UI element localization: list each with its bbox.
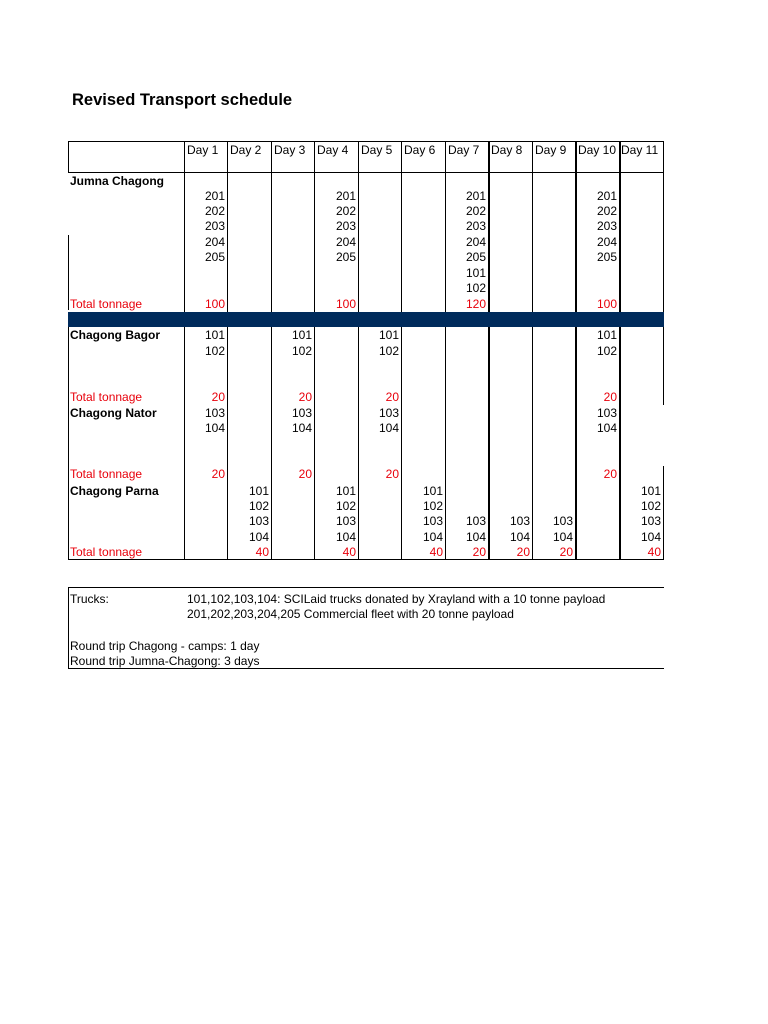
total-value: 40 — [255, 545, 269, 559]
truck-id: 103 — [422, 514, 443, 528]
total-value: 100 — [335, 297, 356, 311]
truck-id: 204 — [465, 235, 486, 249]
truck-id: 104 — [204, 421, 225, 435]
day-header: Day 10 — [578, 143, 617, 157]
trucks-label: Trucks: — [70, 592, 109, 606]
truck-id: 203 — [596, 219, 617, 233]
truck-id: 103 — [640, 514, 661, 528]
truck-id: 202 — [335, 204, 356, 218]
truck-id: 103 — [248, 514, 269, 528]
truck-id: 104 — [465, 530, 486, 544]
total-value: 20 — [603, 467, 617, 481]
truck-id: 204 — [596, 235, 617, 249]
total-value: 20 — [516, 545, 530, 559]
truck-id: 205 — [596, 250, 617, 264]
truck-id: 202 — [204, 204, 225, 218]
total-value: 20 — [603, 390, 617, 404]
truck-id: 101 — [335, 484, 356, 498]
total-value: 40 — [342, 545, 356, 559]
total-tonnage-label: Total tonnage — [70, 390, 143, 404]
truck-id: 103 — [552, 514, 573, 528]
day-header: Day 5 — [361, 143, 393, 157]
total-tonnage-label: Total tonnage — [70, 545, 143, 559]
total-value: 40 — [429, 545, 443, 559]
day-header: Day 9 — [535, 143, 567, 157]
total-value: 20 — [298, 390, 312, 404]
truck-id: 203 — [335, 219, 356, 233]
total-tonnage-label: Total tonnage — [70, 297, 143, 311]
truck-id: 104 — [248, 530, 269, 544]
total-value: 20 — [385, 467, 399, 481]
truck-id: 101 — [596, 328, 617, 342]
truck-id: 204 — [204, 235, 225, 249]
truck-id: 203 — [204, 219, 225, 233]
truck-id: 102 — [378, 344, 399, 358]
truck-id: 202 — [596, 204, 617, 218]
truck-id: 204 — [335, 235, 356, 249]
day-header: Day 4 — [317, 143, 349, 157]
truck-id: 102 — [335, 499, 356, 513]
truck-id: 103 — [509, 514, 530, 528]
truck-id: 102 — [640, 499, 661, 513]
truck-id: 104 — [378, 421, 399, 435]
trucks-note-line1: 101,102,103,104: SCILaid trucks donated by Xrayland with a 10 tonne payload — [187, 592, 606, 606]
truck-id: 104 — [552, 530, 573, 544]
truck-id: 202 — [465, 204, 486, 218]
truck-id: 102 — [422, 499, 443, 513]
truck-id: 205 — [335, 250, 356, 264]
truck-id: 101 — [248, 484, 269, 498]
truck-id: 104 — [640, 530, 661, 544]
truck-id: 104 — [596, 421, 617, 435]
truck-id: 201 — [596, 189, 617, 203]
truck-id: 101 — [422, 484, 443, 498]
round-trip-note: Round trip Chagong - camps: 1 day — [70, 639, 260, 653]
total-value: 20 — [385, 390, 399, 404]
total-value: 40 — [647, 545, 661, 559]
route-name: Chagong Nator — [70, 406, 157, 420]
day-header: Day 8 — [491, 143, 523, 157]
truck-id: 102 — [204, 344, 225, 358]
separator-band — [68, 312, 664, 327]
total-value: 20 — [211, 390, 225, 404]
truck-id: 104 — [335, 530, 356, 544]
truck-id: 101 — [291, 328, 312, 342]
truck-id: 201 — [204, 189, 225, 203]
truck-id: 103 — [335, 514, 356, 528]
total-tonnage-label: Total tonnage — [70, 467, 143, 481]
total-value: 100 — [596, 297, 617, 311]
day-header: Day 7 — [448, 143, 480, 157]
total-value: 20 — [298, 467, 312, 481]
truck-id: 102 — [248, 499, 269, 513]
truck-id: 104 — [291, 421, 312, 435]
total-value: 20 — [559, 545, 573, 559]
truck-id: 101 — [204, 328, 225, 342]
truck-id: 203 — [465, 219, 486, 233]
round-trip-note: Round trip Jumna-Chagong: 3 days — [70, 654, 260, 668]
truck-id: 103 — [204, 406, 225, 420]
total-value: 20 — [472, 545, 486, 559]
total-value: 100 — [204, 297, 225, 311]
truck-id: 103 — [378, 406, 399, 420]
truck-id: 104 — [509, 530, 530, 544]
truck-id: 103 — [291, 406, 312, 420]
page-title: Revised Transport schedule — [72, 91, 293, 109]
truck-id: 103 — [596, 406, 617, 420]
truck-id: 201 — [465, 189, 486, 203]
trucks-note-line2: 201,202,203,204,205 Commercial fleet with 20 tonne payload — [187, 607, 514, 621]
total-value: 20 — [211, 467, 225, 481]
route-name: Jumna Chagong — [70, 174, 165, 188]
truck-id: 102 — [291, 344, 312, 358]
day-header: Day 2 — [230, 143, 262, 157]
day-header: Day 3 — [274, 143, 306, 157]
truck-id: 101 — [465, 266, 486, 280]
route-name: Chagong Parna — [70, 484, 159, 498]
total-value: 120 — [465, 297, 486, 311]
truck-id: 201 — [335, 189, 356, 203]
truck-id: 205 — [204, 250, 225, 264]
truck-id: 102 — [465, 281, 486, 295]
day-header: Day 11 — [621, 143, 659, 157]
day-header: Day 6 — [404, 143, 436, 157]
route-name: Chagong Bagor — [70, 328, 160, 342]
truck-id: 102 — [596, 344, 617, 358]
truck-id: 101 — [640, 484, 661, 498]
truck-id: 104 — [422, 530, 443, 544]
truck-id: 205 — [465, 250, 486, 264]
truck-id: 103 — [465, 514, 486, 528]
day-header: Day 1 — [187, 143, 219, 157]
truck-id: 101 — [378, 328, 399, 342]
